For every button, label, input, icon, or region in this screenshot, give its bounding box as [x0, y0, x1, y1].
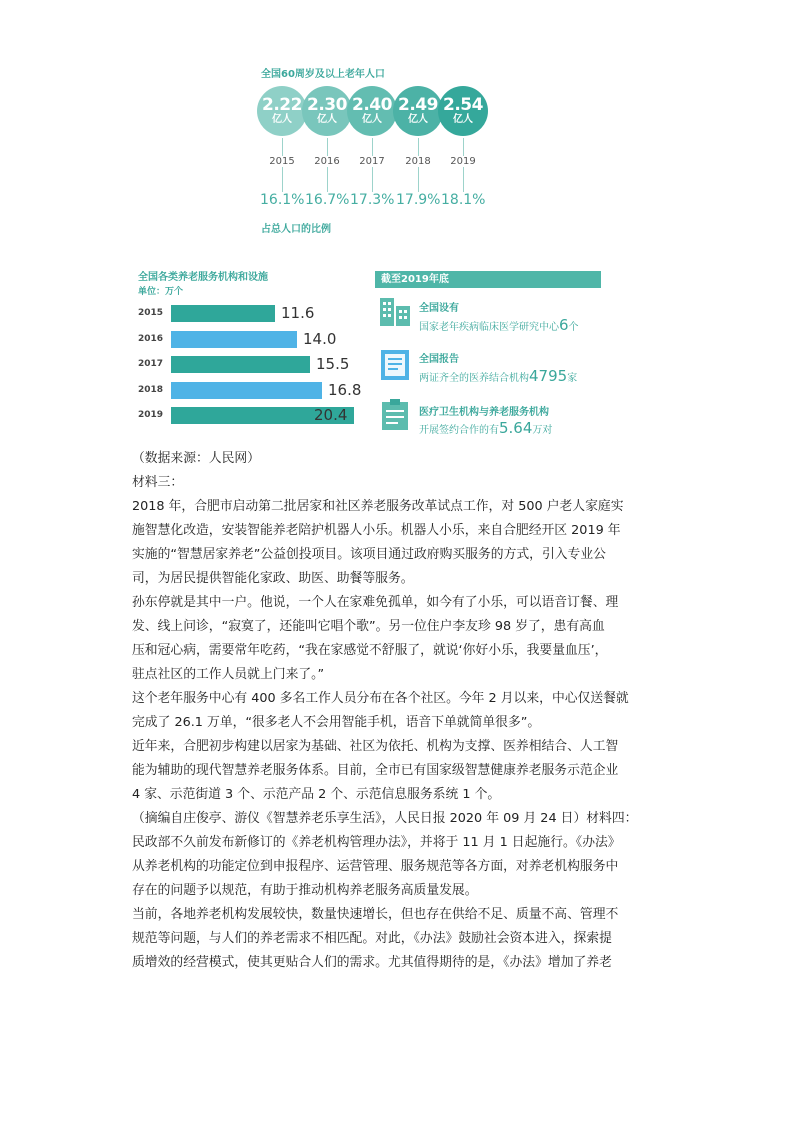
stat-1-text: 国家老年疾病临床医学研究中心 — [419, 322, 559, 333]
population-percentage: 16.1% — [260, 192, 305, 208]
facilities-bar-chart — [135, 268, 367, 434]
bar — [171, 305, 275, 322]
bar-year-label: 2018 — [138, 384, 164, 395]
population-year: 2018 — [398, 156, 438, 167]
population-year: 2017 — [352, 156, 392, 167]
population-percentage: 16.7% — [305, 192, 350, 208]
article-text — [132, 447, 672, 975]
bar-year-label: 2016 — [138, 333, 164, 344]
stat-1-label: 全国设有 — [419, 303, 459, 314]
population-circle — [302, 86, 352, 136]
text-line: 规范等问题，与人们的养老需求不相匹配。对此，《办法》鼓励社会资本进入，探索提 — [132, 931, 612, 946]
text-line: 这个老年服务中心有 400 多名工作人员分布在各个社区。今年 2 月以来，中心仅送餐就 — [132, 691, 629, 706]
text-line: （数据来源：人民网） — [132, 451, 260, 466]
stat-1-value-line — [419, 316, 579, 334]
population-unit: 亿人 — [272, 114, 292, 125]
text-line: 存在的问题予以规范，有助于推动机构养老服务高质量发展。 — [132, 883, 478, 898]
bar-value-label: 16.8 — [328, 380, 362, 399]
text-line: 司，为居民提供智能化家政、助医、助餐等服务。 — [132, 571, 414, 586]
population-unit: 亿人 — [453, 114, 473, 125]
text-line: 4 家、示范街道 3 个、示范产品 2 个、示范信息服务系统 1 个。 — [132, 787, 501, 802]
population-title: 全国60周岁及以上老年人口 — [261, 69, 385, 80]
text-line: 施智慧化改造，安装智能养老陪护机器人小乐。机器人小乐，来自合肥经开区 2019 年 — [132, 523, 621, 538]
population-circle — [438, 86, 488, 136]
text-line: 发、线上问诊，“寂寞了，还能叫它唱个歌”。另一位住户李友珍 98 岁了，患有高血 — [132, 619, 605, 634]
population-unit: 亿人 — [362, 114, 382, 125]
stat-3-text: 开展签约合作的有 — [419, 425, 499, 436]
population-circle — [393, 86, 443, 136]
stat-2-text: 两证齐全的医养结合机构 — [419, 373, 529, 384]
population-unit: 亿人 — [408, 114, 428, 125]
text-line: 压和冠心病，需要常年吃药，“我在家感觉不舒服了，就说‘你好小乐，我要量血压’， — [132, 643, 608, 658]
text-line: 能为辅助的现代智慧养老服务体系。目前，全市已有国家级智慧健康养老服务示范企业 — [132, 763, 619, 778]
bar-value-label: 11.6 — [281, 304, 315, 322]
bar-value-label: 20.4 — [314, 406, 348, 424]
population-caption: 占总人口的比例 — [261, 224, 331, 235]
population-percentage: 17.9% — [396, 192, 441, 208]
stat-2-unit: 家 — [567, 373, 578, 384]
text-line: 当前，各地养老机构发展较快，数量快速增长，但也存在供给不足、质量不高、管理不 — [132, 907, 619, 922]
bar — [171, 356, 310, 373]
text-line: 孙东停就是其中一户。他说，一个人在家难免孤单，如今有了小乐，可以语音订餐、理 — [132, 595, 619, 610]
stat-3-value-line — [419, 419, 552, 437]
population-year: 2015 — [262, 156, 302, 167]
population-value: 2.30 — [307, 95, 347, 115]
population-value: 2.22 — [262, 95, 302, 115]
stat-3-label: 医疗卫生机构与养老服务机构 — [419, 407, 549, 418]
population-value: 2.49 — [398, 95, 438, 115]
building-icon — [378, 294, 412, 328]
population-infographic — [255, 62, 495, 242]
population-year: 2016 — [307, 156, 347, 167]
bar-value-label: 14.0 — [303, 329, 337, 348]
stat-3-number: 5.64 — [499, 419, 533, 437]
population-circle — [257, 86, 307, 136]
stats-header: 截至2019年底 — [375, 271, 601, 288]
bar-year-label: 2015 — [138, 308, 164, 318]
population-year: 2019 — [443, 156, 483, 167]
population-value: 2.40 — [352, 95, 392, 115]
text-line: 材料三： — [132, 475, 184, 490]
clipboard-icon — [378, 398, 412, 432]
bar — [171, 382, 322, 399]
bar — [171, 331, 297, 348]
stat-2-value-line — [419, 367, 577, 385]
facilities-unit: 单位：万个 — [138, 287, 184, 297]
stat-3-unit: 万对 — [532, 425, 553, 436]
stat-2-number: 4795 — [529, 367, 568, 385]
text-line: 质增效的经营模式，使其更贴合人们的需求。尤其值得期待的是，《办法》增加了养老 — [132, 955, 612, 970]
population-unit: 亿人 — [317, 114, 337, 125]
population-percentage: 17.3% — [350, 192, 395, 208]
population-percentage: 18.1% — [441, 192, 486, 208]
document-icon — [378, 348, 412, 382]
facilities-title: 全国各类养老服务机构和设施 — [138, 272, 268, 283]
population-value: 2.54 — [443, 95, 483, 115]
stat-1-number: 6 — [559, 316, 569, 334]
text-line: 民政部不久前发布新修订的《养老机构管理办法》，并将于 11 月 1 日起施行。《办法》 — [132, 835, 621, 850]
stat-1-unit: 个 — [568, 322, 579, 333]
bar-value-label: 15.5 — [316, 355, 350, 373]
bar-year-label: 2017 — [138, 359, 164, 369]
stats-panel — [375, 268, 615, 440]
bar-year-label: 2019 — [138, 410, 164, 420]
text-line: 实施的“智慧居家养老”公益创投项目。该项目通过政府购买服务的方式，引入专业公 — [132, 547, 606, 562]
stat-2-label: 全国报告 — [419, 354, 459, 365]
text-line: 近年来，合肥初步构建以居家为基础、社区为依托、机构为支撑、医养相结合、人工智 — [132, 739, 619, 754]
text-line: 驻点社区的工作人员就上门来了。” — [132, 667, 325, 682]
population-circle — [347, 86, 397, 136]
text-line: 完成了 26.1 万单，“很多老人不会用智能手机，语音下单就简单很多”。 — [132, 715, 541, 730]
text-line: 2018 年，合肥市启动第二批居家和社区养老服务改革试点工作，对 500 户老人家庭实 — [132, 499, 624, 514]
text-line: 从养老机构的功能定位到申报程序、运营管理、服务规范等各方面，对养老机构服务中 — [132, 859, 619, 874]
text-line: （摘编自庄俊亭、游仪《智慧养老乐享生活》，人民日报 2020 年 09 月 24 日）材料四： — [132, 811, 638, 826]
